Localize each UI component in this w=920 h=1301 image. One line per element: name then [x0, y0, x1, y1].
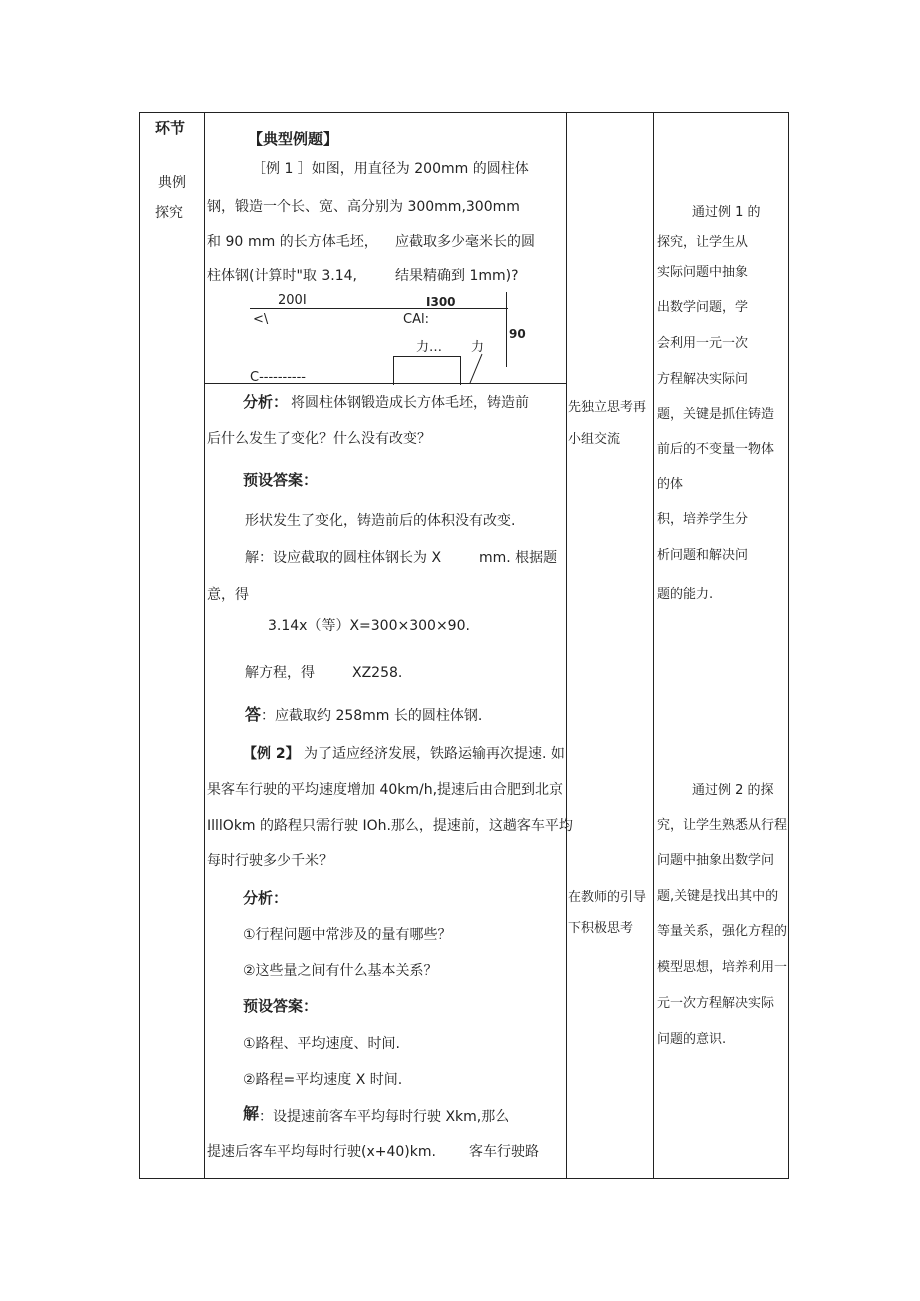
analysis1-line2: 后什么发生了变化？什么没有改变？ — [207, 431, 431, 447]
example1-line3a: 和 90 — [207, 234, 244, 250]
solution1-answer-label: 答 — [245, 705, 262, 724]
figure-label-90: 90 — [509, 327, 526, 341]
example2-line2: 果客车行驶的平均速度增加 40km/h,提速后由合肥到北京 — [207, 782, 564, 798]
example1-line3b: mm 的长方体毛坯， — [248, 234, 378, 250]
analysis1-label: 分析： — [243, 393, 289, 411]
solution1-equation: 3.14x（等）X=300×300×90. — [268, 618, 470, 634]
intent1-line: 积，培养学生分 — [657, 512, 749, 527]
figure-label-li2: 力 — [471, 340, 485, 355]
solution1-line1a: 解：设应截取的圆柱体钢长为 X — [245, 550, 442, 566]
stage-name-line1: 典例 — [158, 175, 186, 191]
preset2-a2: ②路程=平均速度 X 时间. — [243, 1072, 403, 1088]
example2-line1: 为了适应经济发展，铁路运输再次提速. 如 — [304, 746, 565, 762]
example1-line4b: 结果精确到 1mm)? — [395, 268, 519, 284]
intent1-line: 通过例 1 的 — [692, 205, 761, 220]
intent1-line: 实际问题中抽象 — [657, 265, 749, 280]
figure-box — [393, 356, 461, 385]
figure-label-left: <\ — [253, 312, 269, 327]
activity2-line1: 在教师的引导 — [568, 890, 647, 905]
table-border-bottom — [139, 1178, 789, 1179]
intent1-line: 方程解决实际问 — [657, 372, 749, 387]
solution1-line1b: mm. 根据题 — [479, 550, 558, 566]
solution2-label: 解 — [243, 1104, 260, 1123]
intent2-line: 题,关键是找出其中的 — [657, 889, 779, 904]
figure-label-cal: CAl: — [403, 312, 429, 327]
example1-line2: 钢，锻造一个长、宽、高分别为 300mm,300mm — [207, 199, 520, 215]
analysis1-line1: 将圆柱体钢锻造成长方体毛坯，铸造前 — [291, 395, 529, 411]
preset2-label: 预设答案： — [243, 997, 319, 1015]
header-stage: 环节 — [155, 119, 186, 137]
intent1-line: 探究，让学生从 — [657, 235, 749, 250]
figure-label-300: I300 — [426, 295, 456, 309]
table-border-right — [788, 112, 789, 1179]
solution2-line2b: 客车行驶路 — [469, 1144, 539, 1160]
activity1-line1: 先独立思考再 — [568, 400, 647, 415]
intent1-line: 析问题和解决问 — [657, 548, 749, 563]
solution1-solve-b: XZ258. — [352, 665, 403, 681]
intent1-line: 题的能力. — [657, 587, 714, 602]
intent2-line: 究，让学生熟悉从行程 — [657, 818, 788, 833]
solution1-answer-text: ：应截取约 258mm 长的圆柱体钢. — [261, 708, 483, 724]
example1-line1: ［例 1 ］如图，用直径为 200mm 的圆柱体 — [252, 161, 529, 177]
stage-name-line2: 探究 — [155, 205, 183, 221]
column-divider-3 — [653, 112, 654, 1179]
solution1-solve-a: 解方程，得 — [245, 665, 315, 681]
section-title: 【典型例题】 — [248, 130, 339, 148]
analysis2-q2: ②这些量之间有什么基本关系？ — [243, 963, 438, 979]
intent1-line: 前后的不变量一物体 — [657, 442, 775, 457]
activity1-line2: 小组交流 — [568, 432, 621, 447]
intent1-line: 会利用一元一次 — [657, 336, 749, 351]
column-divider-2 — [566, 112, 567, 1179]
example1-line4a: 柱体钢(计算时"取 3.14, — [207, 268, 357, 284]
intent2-line: 问题中抽象出数学问 — [657, 853, 775, 868]
solution2-line2a: 提速后客车平均每时行驶(x+40)km. — [207, 1144, 436, 1160]
intent2-line: 模型思想，培养利用一 — [657, 960, 788, 975]
intent1-line: 的体 — [657, 477, 684, 492]
preset1-label: 预设答案： — [243, 471, 319, 489]
analysis2-label: 分析： — [243, 889, 289, 907]
intent2-line: 通过例 2 的探 — [692, 783, 774, 798]
figure-slant-line — [466, 352, 486, 384]
solution1-line2: 意，得 — [207, 587, 249, 603]
preset1-text: 形状发生了变化，铸造前后的体积没有改变. — [245, 513, 516, 529]
preset2-a1: ①路程、平均速度、时间. — [243, 1036, 401, 1052]
intent1-line: 题，关键是抓住铸造 — [657, 407, 775, 422]
figure-vertical-line — [506, 292, 507, 367]
solution2-line1: ：设提速前客车平均每时行驶 Xkm,那么 — [259, 1109, 510, 1125]
example2-line3: IlllOkm 的路程只需行驶 IOh.那么，提速前，这趟客车平均 — [207, 818, 573, 834]
intent2-line: 问题的意识. — [657, 1032, 727, 1047]
figure-label-c: C---------- — [250, 370, 306, 385]
table-border-left — [139, 112, 140, 1179]
figure-label-200: 200I — [278, 293, 307, 308]
example2-line4: 每时行驶多少千米？ — [207, 853, 333, 869]
intent2-line: 等量关系，强化方程的 — [657, 924, 788, 939]
column-divider-1 — [204, 112, 205, 1179]
example2-label: 【例 2】 — [243, 746, 300, 762]
figure-label-li1: 力… — [416, 340, 443, 355]
intent1-line: 出数学问题，学 — [657, 300, 749, 315]
activity2-line2: 下积极思考 — [568, 921, 634, 936]
example1-line3c: 应截取多少毫米长的圆 — [395, 234, 535, 250]
table-border-top — [139, 112, 789, 113]
intent2-line: 元一次方程解决实际 — [657, 996, 775, 1011]
analysis2-q1: ①行程问题中常涉及的量有哪些？ — [243, 927, 452, 943]
